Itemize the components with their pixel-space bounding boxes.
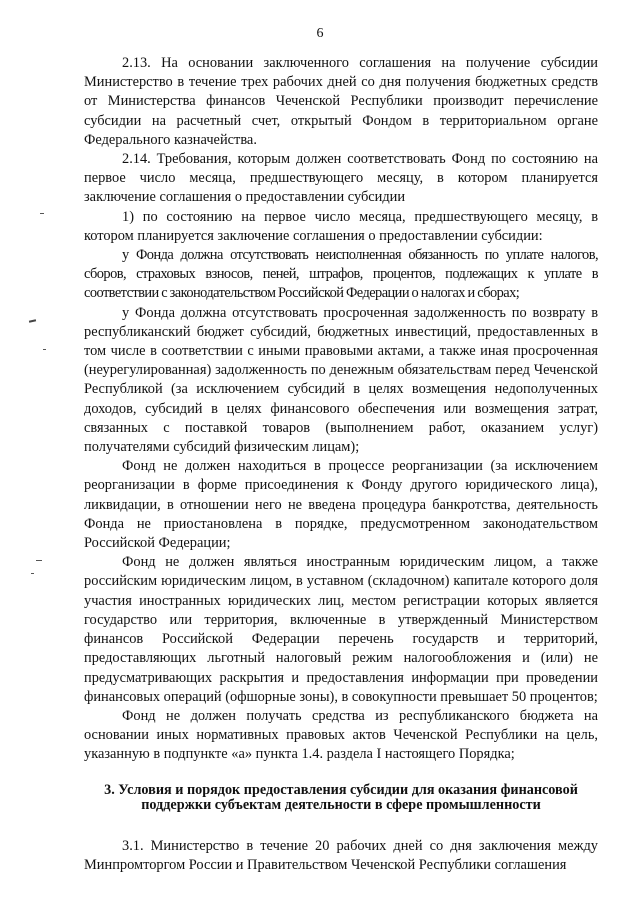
margin-mark [31, 573, 34, 574]
paragraph-2-14: 2.14. Требования, которым должен соответствовать Фонд по состоянию на первое число месяца, предшествующего месяцу, в котором планируется заключение соглашения о предоставлении субсидии [84, 151, 598, 206]
paragraph-overdue-debt: у Фонда должна отсутствовать просроченная задолженность по возврату в республиканский бюджет субсидий, бюджетных инвестиций, предоставленных в том числе в соответствии с иными правовыми актами, а также иная просроченная (неурегулированная) задолженность по денежным обязательствам перед Чеченской Республикой (за исключением субсидий в целях возмещения недополученных доходов, субсидий в целях финансового обеспечения или возмещения затрат, связанных с поставкой товаров (выполнением работ, оказанием услуг) получателями субсидий физическим лицам); [84, 304, 598, 456]
paragraph-3-1: 3.1. Министерство в течение 20 рабочих дней со дня заключения между Минпромторгом России и Правительством Чеченской Республики соглашения [84, 837, 598, 873]
paragraph-reorganization: Фонд не должен находиться в процессе реорганизации (за исключением реорганизации в форме присоединения к Фонду другого юридического лица), ликвидации, в отношении него не введена процедура банкротства, деятельность Фонда не приостановлена в порядке, предусмотренном законодательством Российской Федерации; [84, 458, 598, 552]
paragraph-other-funds: Фонд не должен получать средства из республиканского бюджета на основании иных нормативных правовых актов Чеченской Республики на цель, указанную в подпункте «а» пункта 1.4. раздела I настоящего Порядка; [84, 707, 598, 763]
margin-mark [40, 213, 44, 214]
margin-mark [36, 560, 42, 561]
paragraph-foreign-entity: Фонд не должен являться иностранным юридическим лицом, а также российским юридическим лицом, в уставном (складочном) капитале которого доля участия иностранных юридических лиц, местом регистрации которых является государство или территория, включенные в утвержденный Министерством финансов Российской Федерации перечень государств и территорий, предоставляющих льготный налоговый режим налогообложения и (или) не предусматривающих раскрытия и предоставления информации при проведении финансовых операций (офшорные зоны), в совокупности превышает 50 процентов; [84, 554, 598, 705]
section-heading: 3. Условия и порядок предоставления субсидии для оказания финансовой поддержки субъектам деятельности в сфере промышленности [104, 781, 578, 814]
document-body [84, 54, 598, 875]
margin-mark [43, 349, 46, 350]
page-number: 6 [316, 26, 324, 41]
paragraph-tax-debt: у Фонда должна отсутствовать неисполненная обязанность по уплате налогов, сборов, страховых взносов, пеней, штрафов, процентов, подлежащих к уплате в соответствии с законодательством Российской Федерации о налогах и сборах; [84, 247, 598, 302]
paragraph-2-13: 2.13. На основании заключенного соглашения на получение субсидии Министерство в течение трех рабочих дней со дня получения бюджетных средств от Министерства финансов Чеченской Республики производит перечисление субсидии на расчетный счет, открытый Фондом в территориальном органе Федерального казначейства. [84, 55, 598, 148]
paragraph-requirement-1: 1) по состоянию на первое число месяца, предшествующего месяцу, в котором планируется заключение соглашения о предоставлении субсидии: [84, 208, 598, 244]
margin-mark [29, 319, 36, 322]
